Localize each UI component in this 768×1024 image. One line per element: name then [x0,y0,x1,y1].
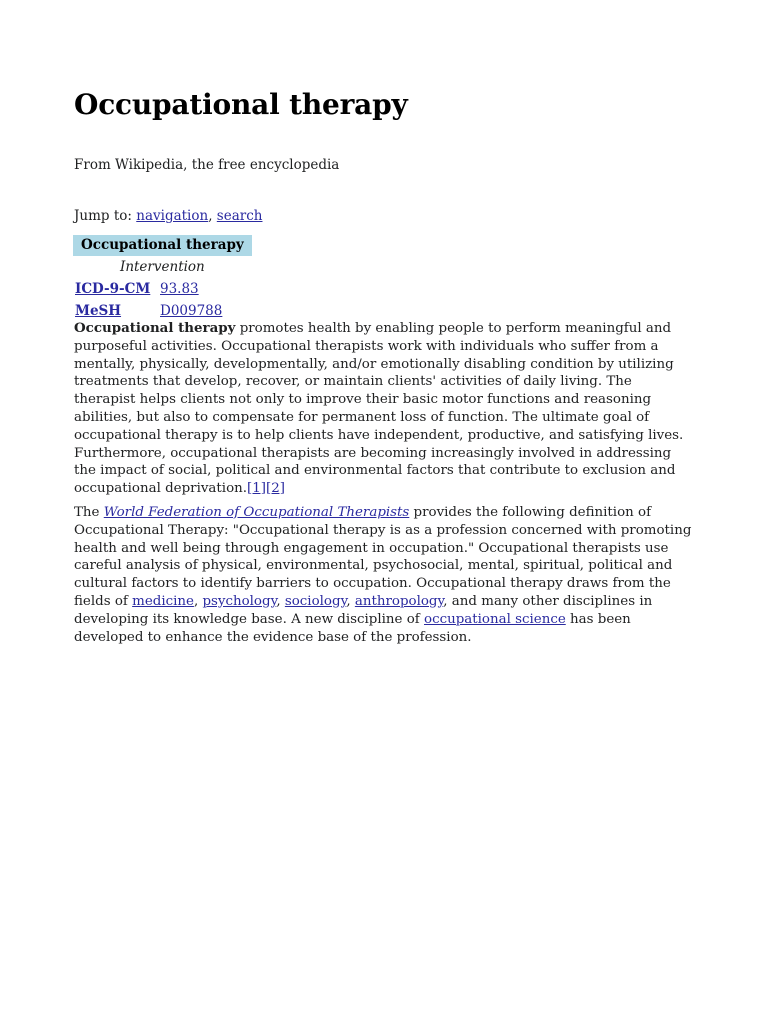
jump-to-label: Jump to: [74,208,132,224]
tagline: From Wikipedia, the free encyclopedia [74,157,340,173]
lead-term: Occupational therapy [74,320,236,336]
reference-1-link[interactable]: [1] [247,481,266,497]
def-text-1: The [74,504,104,520]
def-text-4: has been developed to enhance the evidence base of the profession. [74,611,631,645]
infobox-row-mesh [73,300,252,322]
def-sep-1: , [193,593,203,609]
def-text-3: , and many other disciplines in developing its knowledge base. A new discipline of [74,593,653,627]
reference-2-link[interactable]: [2] [266,481,285,497]
jump-separator: , [208,208,217,224]
wfot-link[interactable] [104,505,410,520]
article-body [74,320,696,652]
intro-text: promotes health by enabling people to perform meaningful and purposeful activities. Occupational therapists work with individuals who suffer from a mentally, physically, developmentally, and/or emotionally disabling condition by utilizing treatments that develop, recover, or maintain clients' activities of daily living. The therapist helps clients not only to improve their basic motor functions and reasoning abilities, but also to compensate for permanent loss of function. The ultimate goal of occupational therapy is to help clients have independent, productive, and satisfying lives. Furthermore, occupational therapists are becoming increasingly involved in addressing the impact of social, political and environmental factors that contribute to exclusion and occupational deprivation. [74,321,684,497]
icd-code-link[interactable]: 93.83 [160,281,199,297]
jump-search-link[interactable]: search [216,208,263,224]
icd-9-cm-link[interactable]: ICD-9-CM [75,281,151,297]
def-sep-2: , [276,593,285,609]
jump-to-links [74,208,262,224]
wfot-link-text: World Federation of Occupational Therapists [103,504,410,520]
paragraph-intro [74,320,696,498]
page-title: Occupational therapy [74,88,408,121]
infobox-subtitle: Intervention [119,259,205,275]
psychology-link[interactable]: psychology [202,593,277,609]
mesh-code-link[interactable]: D009788 [160,303,223,319]
def-sep-3: , [346,593,355,609]
infobox [73,235,252,322]
paragraph-definition [74,504,696,646]
infobox-title: Occupational therapy [73,235,252,256]
jump-navigation-link[interactable]: navigation [136,208,209,224]
infobox-row-icd [73,278,252,300]
sociology-link[interactable]: sociology [284,593,347,609]
medicine-link[interactable]: medicine [132,593,194,609]
anthropology-link[interactable]: anthropology [354,593,444,609]
occupational-science-link[interactable]: occupational science [424,611,566,627]
mesh-link[interactable]: MeSH [75,303,122,319]
def-text-2: provides the following definition of Occupational Therapy: "Occupational therapy is as a profession concerned with promoting health and well being through engagement in occupation." Occupational therapists use careful analysis of physical, environmental, psychosocial, mental, spiritual, political and cultural factors to identify barriers to occupation. Occupational therapy draws from the fields of [74,504,692,609]
